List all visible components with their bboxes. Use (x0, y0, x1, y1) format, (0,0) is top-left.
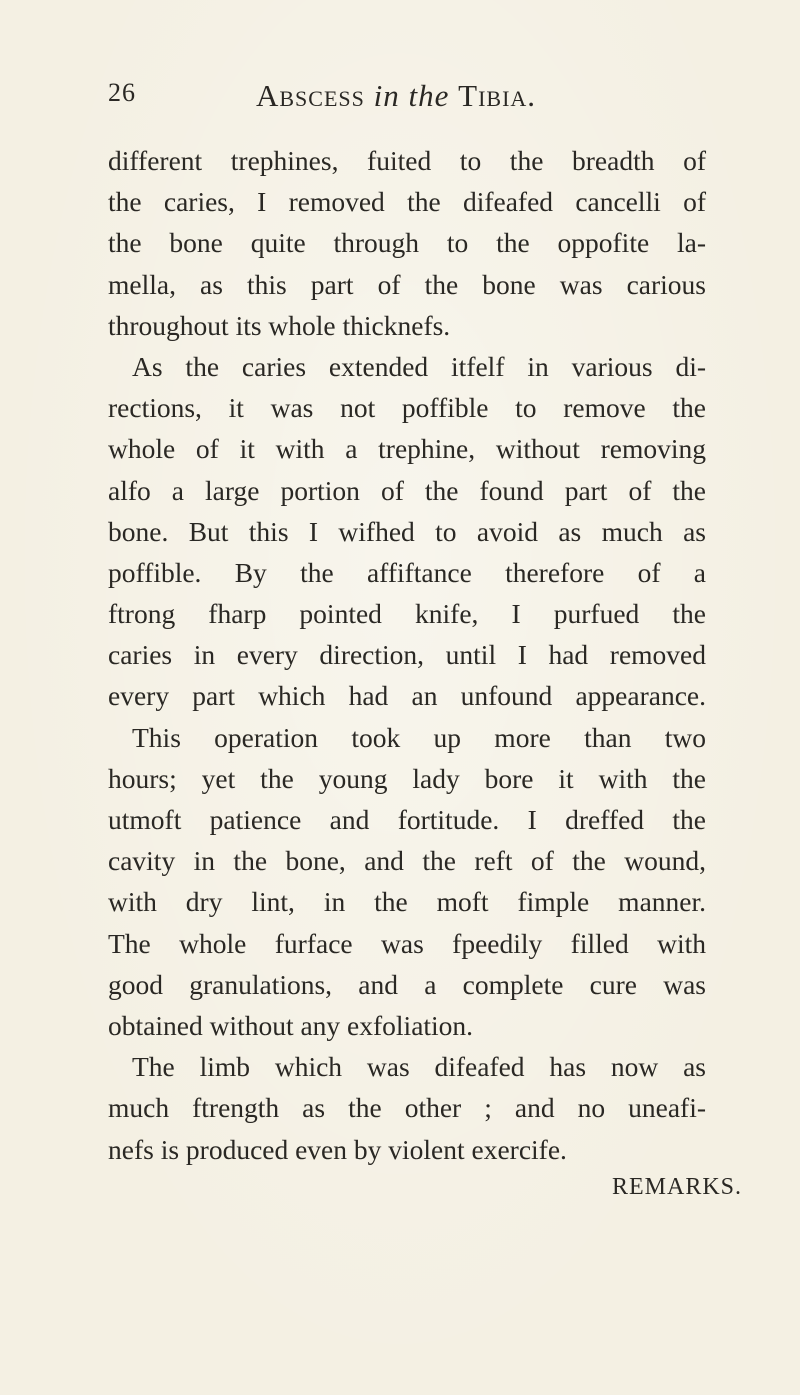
running-title-in-the: in the (373, 78, 450, 113)
text-line: caries in every direction, until I had removed (108, 639, 706, 671)
text-line: throughout its whole thicknefs. (108, 309, 451, 341)
text-line: cavity in the bone, and the reft of the wound, (108, 845, 706, 877)
running-header (108, 78, 748, 118)
text-line: As the caries extended itfelf in various di- (132, 350, 706, 382)
text-line: mella, as this part of the bone was carious (108, 268, 706, 300)
text-line: hours; yet the young lady bore it with the (108, 762, 706, 794)
page-number: 26 (108, 78, 136, 107)
text-line: whole of it with a trephine, without removing (108, 433, 706, 465)
text-line: ftrong fharp pointed knife, I purfued the (108, 598, 706, 630)
text-line: obtained without any exfoliation. (108, 1009, 474, 1041)
text-line: nefs is produced even by violent exercife. (108, 1133, 567, 1165)
body-text (108, 140, 706, 1170)
running-title-abscess: Abscess (256, 78, 365, 113)
text-line: utmoft patience and fortitude. I dreffed the (108, 804, 706, 835)
text-line: The whole furface was fpeedily filled with (108, 927, 706, 959)
text-line: poffible. By the affiftance therefore of a (108, 556, 706, 588)
text-line: bone. But this I wifhed to avoid as much as (108, 515, 706, 547)
text-line: good granulations, and a complete cure was (108, 968, 706, 1000)
text-line: every part which had an unfound appearance. (108, 680, 706, 712)
running-title-tibia: Tibia. (458, 78, 537, 113)
text-line: The limb which was difeafed has now as (132, 1051, 706, 1083)
text-line: rections, it was not poffible to remove the (108, 392, 706, 424)
text-line: This operation took up more than two (132, 721, 706, 753)
text-line: the bone quite through to the oppofite la- (108, 227, 706, 259)
text-line: with dry lint, in the moft fimple manner. (108, 886, 706, 918)
text-line: much ftrength as the other ; and no uneafi- (108, 1092, 706, 1124)
text-line: alfo a large portion of the found part of the (108, 474, 706, 506)
running-title (256, 78, 536, 114)
catchword: REMARKS. (612, 1174, 743, 1200)
text-line: the caries, I removed the difeafed cancelli of (108, 186, 706, 218)
text-line: different trephines, fuited to the breadth of (108, 145, 706, 176)
